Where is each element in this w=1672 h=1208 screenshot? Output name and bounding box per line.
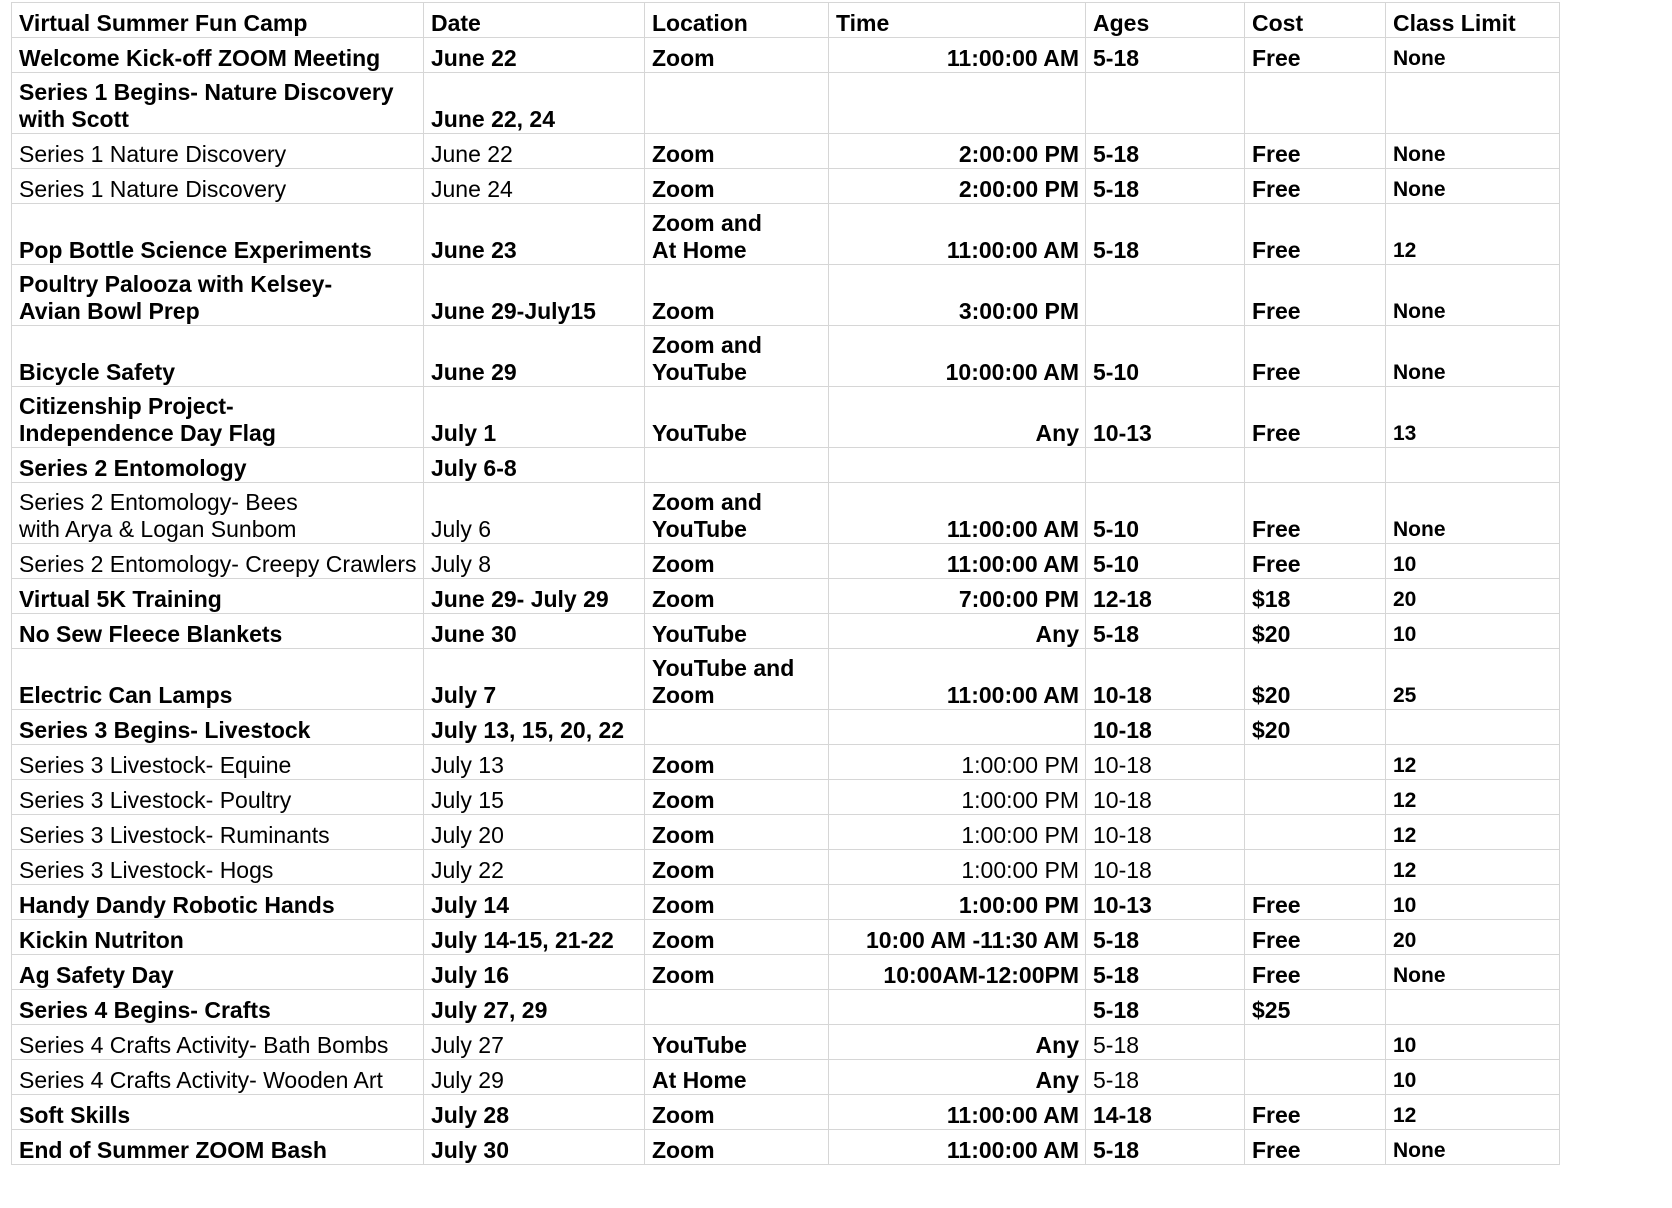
time-cell: 2:00:00 PM — [829, 169, 1086, 204]
location-cell: Zoom — [645, 1095, 829, 1130]
cost-cell: Free — [1245, 955, 1386, 990]
location-cell: YouTube — [645, 614, 829, 649]
table-row — [12, 885, 1560, 920]
class-limit-cell: None — [1386, 134, 1560, 169]
class-limit-cell: 10 — [1386, 1025, 1560, 1060]
cost-cell: $20 — [1245, 614, 1386, 649]
schedule-table — [11, 2, 1560, 1165]
header-cell: Ages — [1086, 3, 1245, 38]
header-cell: Class Limit — [1386, 3, 1560, 38]
date-cell: July 6-8 — [424, 448, 645, 483]
class-limit-cell: None — [1386, 483, 1560, 544]
date-cell: June 29- July 29 — [424, 579, 645, 614]
class-limit-cell — [1386, 73, 1560, 134]
event-name-cell: Pop Bottle Science Experiments — [12, 204, 424, 265]
cost-cell — [1245, 815, 1386, 850]
cost-cell: $18 — [1245, 579, 1386, 614]
cost-cell: Free — [1245, 38, 1386, 73]
ages-cell: 14-18 — [1086, 1095, 1245, 1130]
time-cell: Any — [829, 387, 1086, 448]
time-cell: 11:00:00 AM — [829, 649, 1086, 710]
location-cell: Zoom — [645, 1130, 829, 1165]
class-limit-cell — [1386, 710, 1560, 745]
time-cell: 11:00:00 AM — [829, 483, 1086, 544]
class-limit-cell: 12 — [1386, 850, 1560, 885]
event-name-cell: Welcome Kick-off ZOOM Meeting — [12, 38, 424, 73]
event-name-cell: Series 4 Crafts Activity- Wooden Art — [12, 1060, 424, 1095]
event-name-cell: Handy Dandy Robotic Hands — [12, 885, 424, 920]
location-cell: Zoom — [645, 780, 829, 815]
date-cell: July 14 — [424, 885, 645, 920]
location-cell — [645, 990, 829, 1025]
table-row — [12, 544, 1560, 579]
time-cell: 10:00 AM -11:30 AM — [829, 920, 1086, 955]
cost-cell: Free — [1245, 204, 1386, 265]
location-cell: Zoom and YouTube — [645, 326, 829, 387]
event-name-cell: End of Summer ZOOM Bash — [12, 1130, 424, 1165]
cost-cell — [1245, 448, 1386, 483]
cost-cell: Free — [1245, 544, 1386, 579]
location-cell: Zoom — [645, 920, 829, 955]
class-limit-cell: None — [1386, 955, 1560, 990]
location-cell: Zoom and YouTube — [645, 483, 829, 544]
cost-cell: Free — [1245, 483, 1386, 544]
cost-cell — [1245, 745, 1386, 780]
location-cell: Zoom — [645, 38, 829, 73]
table-row — [12, 483, 1560, 544]
table-row — [12, 1060, 1560, 1095]
date-cell: June 30 — [424, 614, 645, 649]
cost-cell: $20 — [1245, 710, 1386, 745]
table-row — [12, 649, 1560, 710]
table-row — [12, 745, 1560, 780]
location-cell: YouTube — [645, 1025, 829, 1060]
event-name-cell: No Sew Fleece Blankets — [12, 614, 424, 649]
class-limit-cell: 10 — [1386, 544, 1560, 579]
time-cell — [829, 448, 1086, 483]
class-limit-cell: 25 — [1386, 649, 1560, 710]
event-name-cell: Virtual 5K Training — [12, 579, 424, 614]
class-limit-cell — [1386, 448, 1560, 483]
cost-cell — [1245, 1025, 1386, 1060]
ages-cell: 10-18 — [1086, 649, 1245, 710]
time-cell: 2:00:00 PM — [829, 134, 1086, 169]
time-cell: 11:00:00 AM — [829, 38, 1086, 73]
event-name-cell: Ag Safety Day — [12, 955, 424, 990]
location-cell: Zoom — [645, 955, 829, 990]
table-row — [12, 1095, 1560, 1130]
cost-cell: Free — [1245, 134, 1386, 169]
time-cell — [829, 990, 1086, 1025]
date-cell: July 27 — [424, 1025, 645, 1060]
time-cell: 1:00:00 PM — [829, 850, 1086, 885]
cost-cell: Free — [1245, 169, 1386, 204]
class-limit-cell: None — [1386, 326, 1560, 387]
ages-cell: 10-13 — [1086, 387, 1245, 448]
event-name-cell: Series 3 Begins- Livestock — [12, 710, 424, 745]
date-cell: June 24 — [424, 169, 645, 204]
event-name-cell: Electric Can Lamps — [12, 649, 424, 710]
time-cell: 7:00:00 PM — [829, 579, 1086, 614]
time-cell: 1:00:00 PM — [829, 815, 1086, 850]
location-cell: Zoom — [645, 850, 829, 885]
ages-cell: 5-18 — [1086, 955, 1245, 990]
event-name-cell: Series 3 Livestock- Equine — [12, 745, 424, 780]
date-cell: July 13 — [424, 745, 645, 780]
ages-cell — [1086, 448, 1245, 483]
date-cell: July 27, 29 — [424, 990, 645, 1025]
event-name-cell: Soft Skills — [12, 1095, 424, 1130]
date-cell: July 1 — [424, 387, 645, 448]
class-limit-cell: 20 — [1386, 920, 1560, 955]
class-limit-cell: 12 — [1386, 780, 1560, 815]
class-limit-cell: 12 — [1386, 745, 1560, 780]
header-cell: Time — [829, 3, 1086, 38]
location-cell: Zoom — [645, 265, 829, 326]
table-row — [12, 614, 1560, 649]
ages-cell: 10-13 — [1086, 885, 1245, 920]
class-limit-cell: 12 — [1386, 204, 1560, 265]
ages-cell — [1086, 73, 1245, 134]
table-row — [12, 990, 1560, 1025]
table-row — [12, 579, 1560, 614]
table-row — [12, 134, 1560, 169]
time-cell — [829, 73, 1086, 134]
ages-cell: 5-18 — [1086, 134, 1245, 169]
table-row — [12, 1130, 1560, 1165]
cost-cell — [1245, 780, 1386, 815]
location-cell: Zoom — [645, 134, 829, 169]
cost-cell: Free — [1245, 326, 1386, 387]
event-name-cell: Bicycle Safety — [12, 326, 424, 387]
location-cell: At Home — [645, 1060, 829, 1095]
cost-cell: Free — [1245, 920, 1386, 955]
location-cell: Zoom and At Home — [645, 204, 829, 265]
table-row — [12, 326, 1560, 387]
event-name-cell: Series 4 Begins- Crafts — [12, 990, 424, 1025]
time-cell: 11:00:00 AM — [829, 1130, 1086, 1165]
date-cell: July 30 — [424, 1130, 645, 1165]
cost-cell: Free — [1245, 885, 1386, 920]
ages-cell: 10-18 — [1086, 780, 1245, 815]
header-row — [12, 3, 1560, 38]
ages-cell: 10-18 — [1086, 710, 1245, 745]
time-cell: 3:00:00 PM — [829, 265, 1086, 326]
event-name-cell: Poultry Palooza with Kelsey- Avian Bowl Prep — [12, 265, 424, 326]
location-cell — [645, 710, 829, 745]
date-cell: June 29-July15 — [424, 265, 645, 326]
date-cell: July 6 — [424, 483, 645, 544]
event-name-cell: Series 2 Entomology- Creepy Crawlers — [12, 544, 424, 579]
time-cell: 1:00:00 PM — [829, 885, 1086, 920]
cost-cell: Free — [1245, 1130, 1386, 1165]
ages-cell: 5-18 — [1086, 920, 1245, 955]
class-limit-cell: None — [1386, 265, 1560, 326]
time-cell: Any — [829, 1060, 1086, 1095]
table-row — [12, 815, 1560, 850]
event-name-cell: Series 1 Begins- Nature Discovery with Scott — [12, 73, 424, 134]
class-limit-cell: 12 — [1386, 1095, 1560, 1130]
cost-cell: $25 — [1245, 990, 1386, 1025]
ages-cell: 5-10 — [1086, 483, 1245, 544]
table-row — [12, 387, 1560, 448]
date-cell: June 22 — [424, 134, 645, 169]
table-row — [12, 920, 1560, 955]
header-cell: Cost — [1245, 3, 1386, 38]
event-name-cell: Series 2 Entomology- Bees with Arya & Logan Sunbom — [12, 483, 424, 544]
date-cell: July 14-15, 21-22 — [424, 920, 645, 955]
date-cell: June 22 — [424, 38, 645, 73]
date-cell: June 29 — [424, 326, 645, 387]
event-name-cell: Series 4 Crafts Activity- Bath Bombs — [12, 1025, 424, 1060]
time-cell: 1:00:00 PM — [829, 780, 1086, 815]
date-cell: July 20 — [424, 815, 645, 850]
time-cell: 10:00AM-12:00PM — [829, 955, 1086, 990]
date-cell: July 28 — [424, 1095, 645, 1130]
ages-cell: 5-18 — [1086, 169, 1245, 204]
location-cell: Zoom — [645, 544, 829, 579]
cost-cell — [1245, 850, 1386, 885]
ages-cell: 10-18 — [1086, 745, 1245, 780]
header-cell: Date — [424, 3, 645, 38]
location-cell: Zoom — [645, 169, 829, 204]
location-cell — [645, 448, 829, 483]
table-row — [12, 710, 1560, 745]
ages-cell: 5-18 — [1086, 1025, 1245, 1060]
ages-cell: 5-10 — [1086, 544, 1245, 579]
time-cell: 11:00:00 AM — [829, 204, 1086, 265]
date-cell: July 7 — [424, 649, 645, 710]
class-limit-cell: None — [1386, 169, 1560, 204]
ages-cell: 12-18 — [1086, 579, 1245, 614]
date-cell: July 8 — [424, 544, 645, 579]
time-cell: 10:00:00 AM — [829, 326, 1086, 387]
header-cell: Location — [645, 3, 829, 38]
class-limit-cell: 10 — [1386, 885, 1560, 920]
time-cell: 1:00:00 PM — [829, 745, 1086, 780]
location-cell: Zoom — [645, 745, 829, 780]
time-cell: 11:00:00 AM — [829, 544, 1086, 579]
event-name-cell: Series 1 Nature Discovery — [12, 134, 424, 169]
time-cell: Any — [829, 1025, 1086, 1060]
cost-cell: Free — [1245, 265, 1386, 326]
event-name-cell: Kickin Nutriton — [12, 920, 424, 955]
header-cell: Virtual Summer Fun Camp — [12, 3, 424, 38]
class-limit-cell: 10 — [1386, 614, 1560, 649]
location-cell: Zoom — [645, 885, 829, 920]
table-row — [12, 38, 1560, 73]
location-cell — [645, 73, 829, 134]
event-name-cell: Series 3 Livestock- Hogs — [12, 850, 424, 885]
class-limit-cell: 12 — [1386, 815, 1560, 850]
schedule-table-body — [12, 3, 1560, 1165]
ages-cell: 10-18 — [1086, 815, 1245, 850]
cost-cell: Free — [1245, 1095, 1386, 1130]
cost-cell: Free — [1245, 387, 1386, 448]
ages-cell: 5-18 — [1086, 614, 1245, 649]
class-limit-cell: None — [1386, 38, 1560, 73]
class-limit-cell: 13 — [1386, 387, 1560, 448]
ages-cell: 10-18 — [1086, 850, 1245, 885]
event-name-cell: Series 1 Nature Discovery — [12, 169, 424, 204]
cost-cell — [1245, 1060, 1386, 1095]
date-cell: July 29 — [424, 1060, 645, 1095]
ages-cell: 5-18 — [1086, 38, 1245, 73]
class-limit-cell — [1386, 990, 1560, 1025]
ages-cell: 5-18 — [1086, 990, 1245, 1025]
location-cell: Zoom — [645, 579, 829, 614]
table-row — [12, 169, 1560, 204]
table-row — [12, 204, 1560, 265]
event-name-cell: Citizenship Project- Independence Day Flag — [12, 387, 424, 448]
date-cell: July 22 — [424, 850, 645, 885]
table-row — [12, 265, 1560, 326]
table-row — [12, 73, 1560, 134]
date-cell: July 16 — [424, 955, 645, 990]
ages-cell: 5-18 — [1086, 1060, 1245, 1095]
location-cell: YouTube — [645, 387, 829, 448]
event-name-cell: Series 2 Entomology — [12, 448, 424, 483]
event-name-cell: Series 3 Livestock- Poultry — [12, 780, 424, 815]
date-cell: June 23 — [424, 204, 645, 265]
ages-cell: 5-10 — [1086, 326, 1245, 387]
time-cell — [829, 710, 1086, 745]
date-cell: June 22, 24 — [424, 73, 645, 134]
cost-cell: $20 — [1245, 649, 1386, 710]
event-name-cell: Series 3 Livestock- Ruminants — [12, 815, 424, 850]
ages-cell: 5-18 — [1086, 1130, 1245, 1165]
table-row — [12, 1025, 1560, 1060]
class-limit-cell: 10 — [1386, 1060, 1560, 1095]
ages-cell: 5-18 — [1086, 204, 1245, 265]
date-cell: July 13, 15, 20, 22 — [424, 710, 645, 745]
table-row — [12, 448, 1560, 483]
location-cell: YouTube and Zoom — [645, 649, 829, 710]
location-cell: Zoom — [645, 815, 829, 850]
date-cell: July 15 — [424, 780, 645, 815]
class-limit-cell: None — [1386, 1130, 1560, 1165]
table-row — [12, 850, 1560, 885]
time-cell: Any — [829, 614, 1086, 649]
cost-cell — [1245, 73, 1386, 134]
time-cell: 11:00:00 AM — [829, 1095, 1086, 1130]
ages-cell — [1086, 265, 1245, 326]
table-row — [12, 780, 1560, 815]
class-limit-cell: 20 — [1386, 579, 1560, 614]
table-row — [12, 955, 1560, 990]
